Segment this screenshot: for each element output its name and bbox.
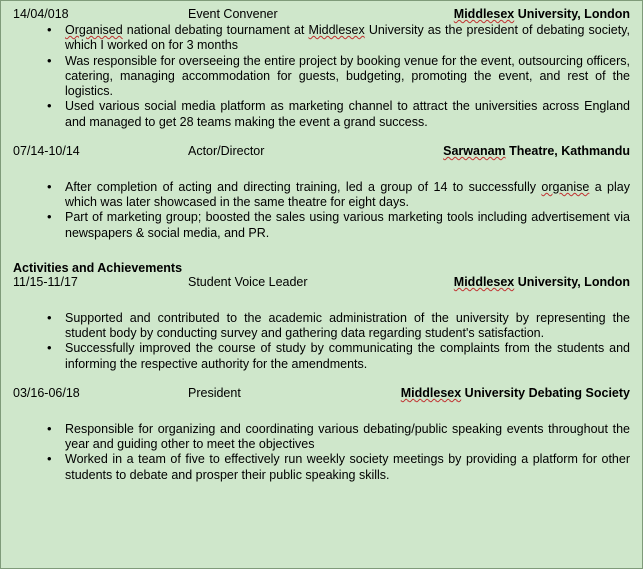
list-item: • Organised national debating tournament at Middlesex University as the president of debating society, which I worked on for 3 months [43, 23, 630, 54]
spacer [13, 241, 630, 261]
entry-organization-rest: University, London [517, 7, 630, 21]
entry-organization [454, 7, 630, 21]
spacer [13, 372, 630, 386]
spacer [13, 400, 630, 420]
entry-date: 03/16-06/18 [13, 385, 80, 400]
misspelled-word: Middlesex [400, 385, 462, 400]
list-item: • Successfully improved the course of study by communicating the complaints from the students and informing the respective authority for the amendments. [43, 341, 630, 372]
entry-bullet-list [13, 311, 630, 372]
entry-organization-rest: University, London [517, 274, 630, 289]
activity-entry-student-voice-leader [13, 275, 630, 372]
entry-organization-rest: Theatre, Kathmandu [509, 143, 630, 158]
entry-organization [401, 386, 630, 400]
misspelled-word: Organised [65, 23, 123, 37]
entry-role: Student Voice Leader [188, 274, 308, 289]
misspelled-word: Middlesex [453, 274, 515, 289]
entry-date: 11/15-11/17 [13, 274, 78, 289]
entry-role: President [188, 385, 241, 400]
entry-header [13, 144, 630, 158]
experience-entry-event-convener [13, 7, 630, 130]
list-item: • Was responsible for overseeing the entire project by booking venue for the event, outsourcing officers, catering, managing accommodation for guests, budgeting, promoting the event, and rest of the logistics. [43, 54, 630, 100]
spacer [13, 289, 630, 309]
list-item: • Worked in a team of five to effectively run weekly society meetings by providing a platform for other students to debate and prosper their public speaking skills. [43, 452, 630, 483]
entry-role: Event Convener [188, 7, 278, 21]
entry-date: 07/14-10/14 [13, 143, 80, 158]
list-item: • Responsible for organizing and coordinating various debating/public speaking events throughout the year and guiding other to meet the objectives [43, 422, 630, 453]
entry-role: Actor/Director [188, 143, 265, 158]
misspelled-word: Middlesex [453, 7, 515, 21]
list-item: • Supported and contributed to the academic administration of the university by representing the student body by conducting survey and gathering data regarding student's satisfaction. [43, 311, 630, 342]
misspelled-word: Middlesex [308, 23, 365, 37]
experience-entry-actor-director [13, 144, 630, 241]
entry-header [13, 7, 630, 21]
entry-date: 14/04/018 [13, 7, 69, 21]
entry-bullet-list [13, 422, 630, 483]
misspelled-word: Sarwanam [443, 143, 506, 158]
list-item: • Used various social media platform as marketing channel to attract the universities across England and managed to get 28 teams making the event a grand success. [43, 99, 630, 130]
misspelled-word: organise [541, 179, 590, 194]
section-title: Activities and Achievements [13, 260, 183, 275]
list-item: • Part of marketing group; boosted the sales using various marketing tools including advertisement via newspapers & social media, and PR. [43, 210, 630, 241]
entry-header [13, 275, 630, 289]
entry-organization-rest: University Debating Society [464, 385, 630, 400]
activity-entry-president [13, 386, 630, 483]
entry-organization [443, 144, 630, 158]
spacer [13, 130, 630, 144]
list-item: • After completion of acting and directing training, led a group of 14 to successfully organise a play which was later showcased in the same theatre for eight days. [43, 180, 630, 211]
entry-organization [454, 275, 630, 289]
entry-header [13, 386, 630, 400]
spacer [13, 158, 630, 178]
entry-bullet-list [13, 23, 630, 130]
entry-bullet-list [13, 180, 630, 241]
